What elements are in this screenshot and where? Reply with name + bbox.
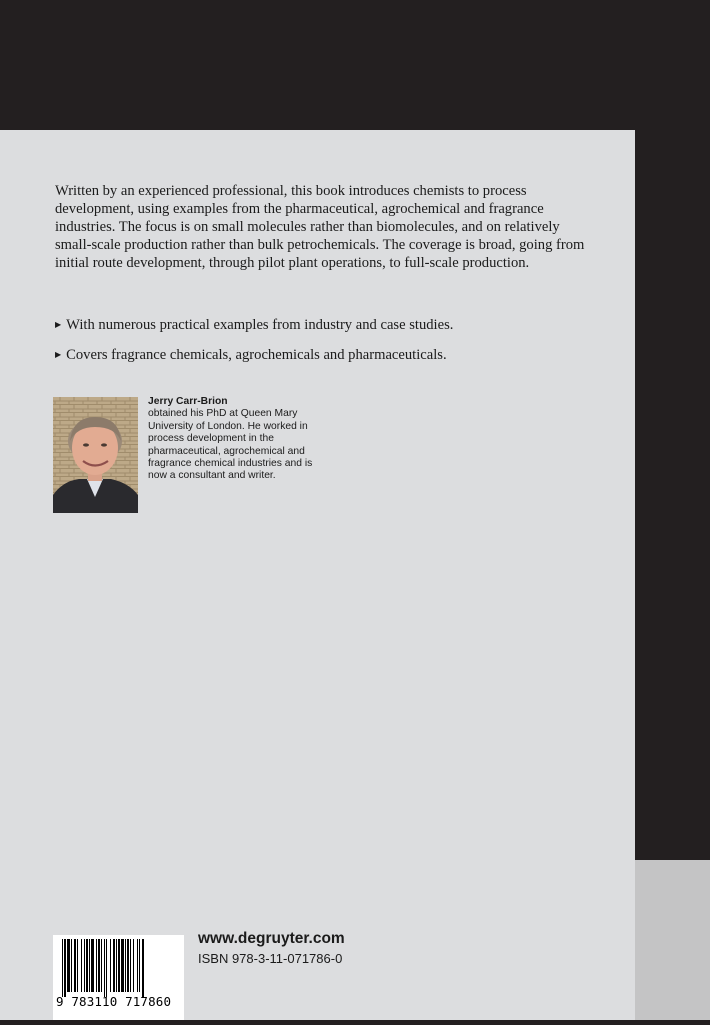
author-photo: [53, 397, 138, 513]
barcode-number: 9 783110 717860: [56, 994, 172, 1009]
book-description: Written by an experienced professional, this book introduces chemists to process development, using examples from the pharmaceutical, agrochemical and fragrance industries. The focus is on small molecules rather than biomolecules, and on relatively small-scale production rather than bulk petrochemicals. The coverage is broad, going from initial route development, through pilot plant operations, to full-scale production.: [55, 183, 585, 272]
bullet-triangle-icon: ▶: [55, 320, 62, 329]
feature-text: With numerous practical examples from industry and case studies.: [66, 317, 454, 333]
page-edge: [635, 860, 710, 1020]
feature-list: [55, 316, 615, 376]
author-bio: [148, 396, 323, 483]
feature-text: Covers fragrance chemicals, agrochemicals and pharmaceuticals.: [66, 347, 447, 363]
author-name: Jerry Carr-Brion: [148, 396, 228, 407]
author-portrait-image: [53, 397, 138, 513]
publisher-website: www.degruyter.com: [198, 930, 345, 947]
author-bio-text: obtained his PhD at Queen Mary University of London. He worked in process development in the pharmaceutical, agrochemical and fragrance chemical industries and is now a consultant and writer.: [148, 408, 313, 482]
isbn-text: ISBN 978-3-11-071786-0: [198, 951, 343, 966]
feature-item: [55, 346, 615, 366]
back-cover: [0, 130, 635, 1020]
feature-item: [55, 316, 615, 336]
bullet-triangle-icon: ▶: [55, 350, 62, 359]
isbn-barcode: [53, 935, 184, 1020]
